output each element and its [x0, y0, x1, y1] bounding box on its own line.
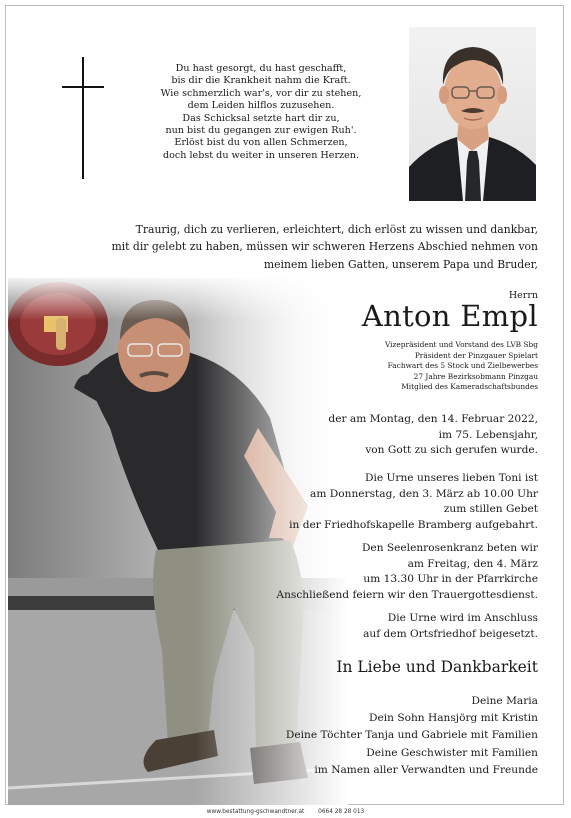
poem-line: Das Schicksal setzte hart dir zu, [182, 112, 340, 124]
poem-line: Du hast gesorgt, du hast geschafft, [175, 63, 347, 74]
family-list [286, 693, 538, 779]
footer-website: www.bestattung-gschwandtner.at [206, 809, 305, 815]
notice-line: am Freitag, den 4. März [407, 557, 538, 570]
deceased-name: Anton Empl [361, 299, 538, 333]
footer-phone: 0664 28 28 013 [318, 809, 365, 815]
poem-line: Erlöst bist du von allen Schmerzen, [174, 137, 348, 149]
notice-line: in der Friedhofskapelle Bramberg aufgebahrt. [289, 518, 538, 531]
poem-line: Wie schmerzlich war's, vor dir zu stehen, [160, 87, 362, 99]
title-line: Mitglied des Kameradschaftsbundes [401, 382, 538, 392]
death-notice [328, 412, 538, 459]
rosary-notice [276, 541, 538, 603]
poem-line: dem Leiden hilflos zuzusehen. [187, 100, 335, 112]
notice-line: von Gott zu sich gerufen wurde. [365, 444, 538, 457]
notice-line: Den Seelenrosenkranz beten wir [361, 542, 538, 554]
poem-line: bis dir die Krankheit nahm die Kraft. [171, 75, 351, 87]
closing-heading: In Liebe und Dankbarkeit [336, 658, 538, 676]
notice-line: im 75. Lebensjahr, [438, 428, 538, 441]
notice-line: Die Urne unseres lieben Toni ist [364, 472, 538, 484]
family-line: Dein Sohn Hansjörg mit Kristin [368, 712, 538, 725]
portrait-photo [409, 27, 536, 201]
salutation: Herrn [508, 290, 538, 301]
family-line: Deine Geschwister mit Familien [366, 746, 538, 759]
notice-line: Die Urne wird im Anschluss [387, 612, 538, 624]
intro-text [40, 221, 538, 273]
footer [0, 809, 571, 815]
intro-line: mit dir gelebt zu haben, müssen wir schweren Herzens Abschied nehmen von [111, 240, 538, 254]
title-line: 27 Jahre Bezirksobmann Pinzgau [413, 371, 538, 381]
notice-line: am Donnerstag, den 3. März ab 10.00 Uhr [310, 487, 538, 500]
urn-display-notice [289, 471, 538, 533]
notice-line: der am Montag, den 14. Februar 2022, [328, 413, 538, 425]
title-line: Vizepräsident und Vorstand des LVB Sbg [384, 340, 538, 349]
poem-line: doch lebst du weiter in unseren Herzen. [162, 149, 360, 161]
notice-line: auf dem Ortsfriedhof beigesetzt. [363, 627, 538, 640]
cross-icon [62, 57, 104, 179]
intro-line: Traurig, dich zu verlieren, erleichtert, dich erlöst zu wissen und dankbar, [135, 223, 538, 236]
title-line: Präsident der Pinzgauer Spielart [414, 350, 538, 360]
notice-line: zum stillen Gebet [443, 503, 538, 516]
notice-line: um 13.30 Uhr in der Pfarrkirche [363, 573, 538, 586]
title-line: Fachwart des 5 Stock und Zielbewerbes [387, 361, 538, 371]
poem-line: nun bist du gegangen zur ewigen Ruh'. [165, 125, 357, 137]
notice-line: Anschließend feiern wir den Trauergottesdienst. [276, 588, 538, 601]
burial-notice [363, 611, 538, 642]
memorial-poem [135, 63, 387, 162]
intro-line: meinem lieben Gatten, unserem Papa und Bruder, [263, 257, 538, 271]
family-line: Deine Maria [471, 695, 538, 707]
honor-titles [385, 340, 538, 393]
family-line: Deine Töchter Tanja und Gabriele mit Familien [285, 729, 538, 742]
family-line: im Namen aller Verwandten und Freunde [314, 763, 538, 776]
